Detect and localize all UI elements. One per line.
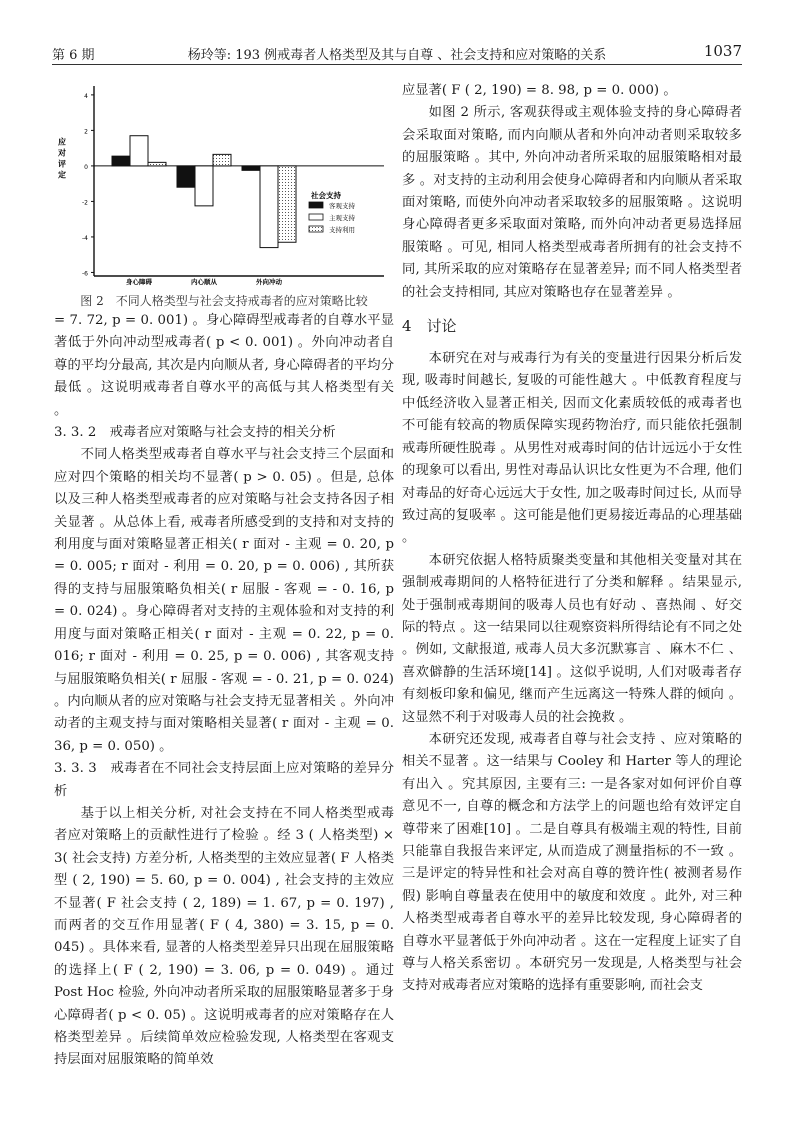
y-axis-label-char: 对 bbox=[58, 148, 66, 158]
left-column bbox=[54, 80, 394, 1072]
legend-label: 客观支持 bbox=[329, 202, 355, 210]
y-tick-label: 0 bbox=[84, 163, 88, 171]
x-tick-label: 内心顺从 bbox=[191, 278, 217, 286]
bar-2-2 bbox=[278, 166, 296, 242]
y-axis-label-char: 评 bbox=[58, 159, 66, 169]
y-tick-label: -4 bbox=[82, 234, 88, 242]
paragraph: 本研究依据人格特质聚类变量和其他相关变量对其在强制戒毒期间的人格特征进行了分类和解释 。结果显示, 处于强制戒毒期间的吸毒人员也有好动 、喜热闹 、好交际的特点 。这一结果同以往观察资料所得结论有不同之处 。例如, 文献报道, 戒毒人员大多沉默寡言 、麻木不仁 、喜欢僻静的生活环境[14] 。这似乎说明, 人们对吸毒者存有刻板印象和偏见, 继而产生远离这一特殊人群的倾向 。这显然不利于对吸毒人员的社会挽救 。 bbox=[402, 552, 742, 725]
bar-1-1 bbox=[195, 166, 213, 206]
paragraph: = 7. 72, p = 0. 001) 。身心障碍型戒毒者的自尊水平显著低于外向冲动型戒毒者( p < 0. 001) 。外向冲动者自尊的平均分最高, 其次是内向顺从者, 身心障碍者的平均分最低 。这说明戒毒者自尊水平的高低与其人格类型有关 。 bbox=[54, 313, 394, 418]
bar-2-1 bbox=[260, 166, 278, 248]
bar-1-0 bbox=[177, 166, 195, 187]
legend-label: 支持利用 bbox=[329, 226, 355, 234]
running-title: 杨玲等: 193 例戒毒者人格类型及其与自尊 、社会支持和应对策略的关系 bbox=[187, 48, 607, 63]
y-tick-label: -2 bbox=[82, 199, 88, 207]
paragraph: 应显著( F ( 2, 190) = 8. 98, p = 0. 000) 。 bbox=[402, 83, 677, 98]
issue-label: 第 6 期 bbox=[52, 48, 95, 63]
y-tick-label: 2 bbox=[84, 128, 88, 136]
legend-swatch bbox=[309, 202, 323, 208]
paragraph: 本研究还发现, 戒毒者自尊与社会支持 、应对策略的相关不显著 。这一结果与 Cooley 和 Harter 等人的理论有出入 。究其原因, 主要有三: 一是各家对如何评价自尊意见不一, 自尊的概念和方法学上的问题也给有效评定自尊带来了困难[10] 。二是自尊具有极端主观的特性, 目前只能靠自我报告来评定, 从而造成了测量指标的不一致 。三是评定的特异性和社会对高自尊的赞许性( 被测者易作假) 影响自尊量表在使用中的敏度和效度 。此外, 对三种人格类型戒毒者自尊水平的差异比较发现, 身心障碍者的自尊水平显著低于外向冲动者 。这在一定程度上证实了自尊与人格关系密切 。本研究另一发现是, 人格类型与社会支持对戒毒者应对策略的选择有重要影响, 而社会支 bbox=[402, 731, 742, 994]
page-number: 1037 bbox=[703, 42, 742, 60]
paragraph: 不同人格类型戒毒者自尊水平与社会支持三个层面和应对四个策略的相关均不显著( p > 0. 05) 。但是, 总体以及三种人格类型戒毒者的应对策略与社会支持各因子相关显著 。从总体上看, 戒毒者所感受到的支持和对支持的利用度与面对策略显著正相关( r 面对 - 主观 = 0. 20, p = 0. 005; r 面对 - 利用 = 0. 20, p = 0. 006) , 其所获得的支持与屈服策略负相关( r 屈服 - 客观 = - 0. 16, p = 0. 024) 。身心障碍者对支持的主观体验和对支持的利用度与面对策略正相关( r 面对 - 主观 = 0. 22, p = 0. 016; r 面对 - 利用 = 0. 25, p = 0. 006) , 其客观支持与屈服策略负相关( r 屈服 - 客观 = - 0. 21, p = 0. 024) 。内向顺从者的应对策略与社会支持无显著相关 。外向冲动者的主观支持与面对策略相关显著( r 面对 - 主观 = 0. 36, p = 0. 050) 。 bbox=[54, 447, 394, 754]
y-axis-label-char: 应 bbox=[58, 137, 66, 147]
bar-0-2 bbox=[148, 162, 166, 166]
y-tick-label: -6 bbox=[82, 270, 88, 278]
right-column bbox=[402, 80, 742, 998]
section-heading: 3. 3. 2 戒毒者应对策略与社会支持的相关分析 bbox=[54, 425, 336, 441]
section-heading: 3. 3. 3 戒毒者在不同社会支持层面上应对策略的差异分析 bbox=[54, 761, 394, 799]
paragraph: 如图 2 所示, 客观获得或主观体验支持的身心障碍者会采取面对策略, 而内向顺从者和外向冲动者则采取较多的屈服策略 。其中, 外向冲动者所采取的屈服策略相对最多 。对支持的主动利用会使身心障碍者和内向顺从者采取面对策略, 而使外向冲动者采取较多的屈服策略 。这说明身心障碍者更多采取面对策略, 而外向冲动者更易选择屈服策略 。可见, 相同人格类型戒毒者所拥有的社会支持不同, 其所采取的应对策略存在显著差异; 而不同人格类型者的社会支持相同, 其应对策略也存在显著差异 。 bbox=[402, 105, 742, 300]
x-tick-label: 外向冲动 bbox=[256, 278, 282, 286]
bar-0-0 bbox=[112, 156, 130, 166]
figure-2 bbox=[54, 80, 394, 290]
bar-2-0 bbox=[242, 166, 260, 170]
figure-caption: 图 2 不同人格类型与社会支持戒毒者的应对策略比较 bbox=[80, 294, 368, 308]
bar-chart bbox=[54, 80, 394, 290]
y-axis-label-char: 定 bbox=[58, 170, 66, 180]
legend-label: 主观支持 bbox=[329, 214, 355, 222]
running-header bbox=[52, 40, 742, 62]
x-tick-label: 身心障碍 bbox=[126, 278, 152, 286]
header-rule bbox=[52, 64, 742, 65]
y-tick-label: 4 bbox=[84, 92, 88, 100]
legend-swatch bbox=[309, 226, 323, 232]
bar-1-2 bbox=[213, 154, 231, 166]
legend-title: 社会支持 bbox=[311, 191, 341, 200]
section-heading: 4 讨论 bbox=[402, 317, 457, 336]
paragraph: 基于以上相关分析, 对社会支持在不同人格类型戒毒者应对策略上的贡献性进行了检验 。经 3 ( 人格类型) × 3( 社会支持) 方差分析, 人格类型的主效应显著( F 人格类型 ( 2, 190) = 5. 60, p = 0. 004) , 社会支持的主效应不显著( F 社会支持 ( 2, 189) = 1. 67, p = 0. 197) , 而两者的交互作用显著( F ( 4, 380) = 3. 15, p = 0. 045) 。具体来看, 显著的人格类型差异只出现在屈服策略的选择上( F ( 2, 190) = 3. 06, p = 0. 049) 。通过 Post Hoc 检验, 外向冲动者所采取的屈服策略显著多于身心障碍者( p < 0. 05) 。这说明戒毒者的应对策略存在人格类型差异 。后续简单效应检验发现, 人格类型在客观支持层面对屈服策略的简单效 bbox=[54, 805, 394, 1068]
legend-swatch bbox=[309, 214, 323, 220]
paragraph: 本研究在对与戒毒行为有关的变量进行因果分析后发现, 吸毒时间越长, 复吸的可能性越大 。中低教育程度与中低经济收入显著正相关, 因而文化素质较低的戒毒者也不可能有较高的物质保障实现药物治疗, 而只能依托强制戒毒所硬性脱毒 。从男性对戒毒时间的估计远远小于女性的现象可以看出, 男性对毒品认识比女性更为不合理, 他们对毒品的好奇心远远大于女性, 加之吸毒时间过长, 从而导致过高的复吸率 。这可能是他们更易接近毒品的心理基础 。 bbox=[402, 351, 742, 546]
bar-0-1 bbox=[130, 136, 148, 166]
